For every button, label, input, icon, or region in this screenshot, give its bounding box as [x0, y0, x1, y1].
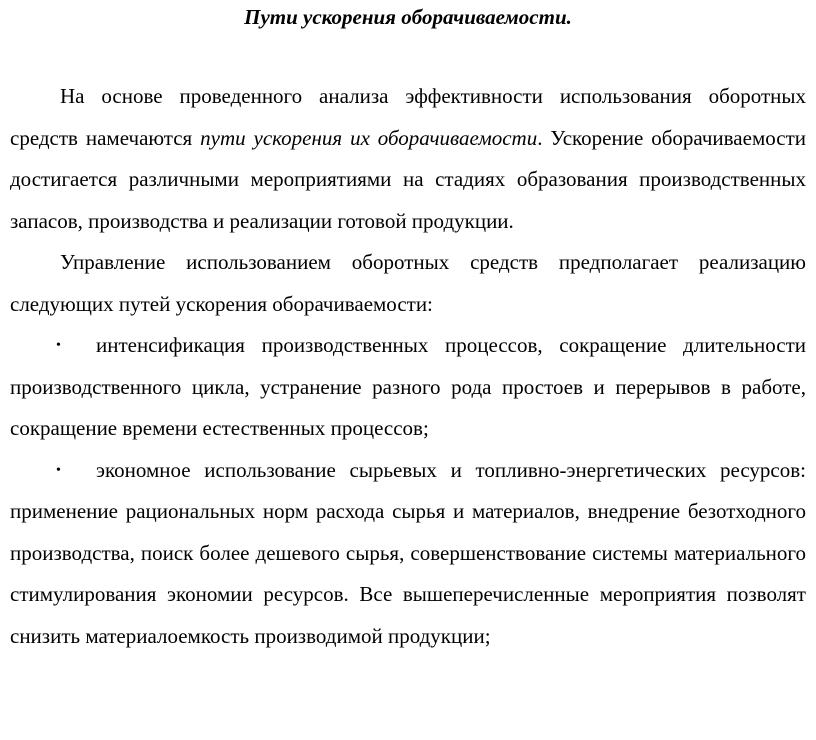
document-body [10, 76, 806, 657]
bullet-marker: • [56, 462, 61, 478]
paragraph-intro-part1: На основе проведенного анализа эффективности использования оборотных средств намечаются [10, 84, 806, 150]
paragraph-management: Управление использованием оборотных средств предполагает реализацию следующих путей ускорения оборачиваемости: [10, 250, 806, 316]
paragraph-intro-italic: пути ускорения их оборачиваемости [200, 125, 538, 150]
bullet-item-2 [10, 450, 806, 658]
document-page [10, 0, 806, 740]
bullet-item-2-text: экономное использование сырьевых и топливно-энергетических ресурсов: применение рациональных норм расхода сырья и материалов, внедрение безотходного производства, поиск более дешевого сырья, совершенствование системы материального стимулирования экономии ресурсов. Все вышеперечисленные мероприятия позволят снизить материалоемкость производимой продукции; [10, 457, 806, 648]
document-title: Пути ускорения оборачиваемости. [244, 5, 572, 29]
bullet-item-1 [10, 325, 806, 450]
paragraph-intro-part2: . Ускорение оборачиваемости достигается различными мероприятиями на стадиях образования производственных запасов, производства и реализации готовой продукции. [10, 125, 806, 233]
bullet-item-1-text: интенсификация производственных процессов, сокращение длительности производственного цикла, устранение разного рода простоев и перерывов в работе, сокращение времени естественных процессов; [10, 333, 806, 440]
bullet-marker: • [56, 338, 61, 353]
paragraph-intro [10, 76, 806, 242]
